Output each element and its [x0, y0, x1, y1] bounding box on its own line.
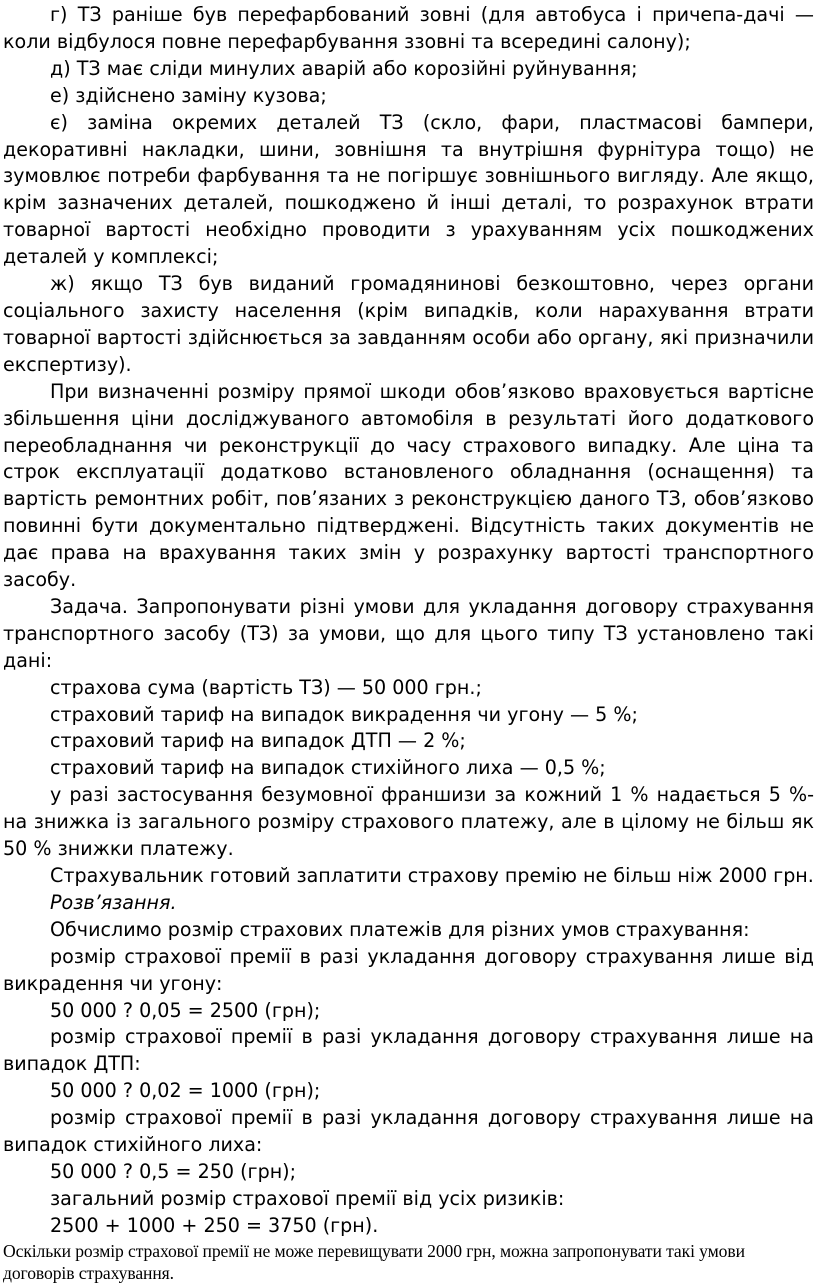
given-theft-tariff: страховий тариф на випадок викрадення чи угону — 5 %; [50, 702, 638, 726]
given-sum-insured: страхова сума (вартість ТЗ) — 50 000 грн.; [50, 675, 482, 699]
disaster-premium-formula: 50 000 ? 0,5 = 250 (грн); [50, 1159, 297, 1183]
given-franchise-discount: у разі застосування безумовної франшизи за кожний 1 % надається 5 %-на знижка із загального розміру страхового платежу, але в цілому не більш як 50 % знижки платежу. [3, 783, 814, 861]
list-item-d: д) ТЗ має сліди минулих аварій або корозійні руйнування; [50, 56, 638, 80]
solution-intro: Обчислимо розмір страхових платежів для різних умов страхування: [50, 917, 750, 941]
list-item-e: е) здійснено заміну кузова; [50, 83, 327, 107]
solution-heading: Розв’язання. [50, 890, 177, 914]
theft-premium-label: розмір страхової премії в разі укладання договору страхування лише від викрадення чи угону: [3, 944, 814, 995]
theft-premium-formula: 50 000 ? 0,05 = 2500 (грн); [50, 998, 321, 1022]
list-item-ye: є) заміна окремих деталей ТЗ (скло, фари, пластмасові бампери, декоративні накладки, шини, зовнішня та внутрішня фурнітура тощо) не зумовлює потреби фарбування та не погіршує зовнішнього вигляду. Але якщо, крім зазначених деталей, пошкоджено й інші деталі, то розрахунок втрати товарної вартості необхідно проводити з урахуванням усіх пошкоджених деталей у комплексі; [3, 110, 814, 269]
task-paragraph: Задача. Запропонувати різні умови для укладання договору страхування транспортного засобу (ТЗ) за умови, що для цього типу ТЗ установлено такі дані: [3, 594, 814, 672]
disaster-premium-label: розмір страхової премії в разі укладання договору страхування лише на випадок стихійного лиха: [3, 1106, 814, 1157]
list-item-g: г) ТЗ раніше був перефарбований зовні (для автобуса і причепа-дачі — коли відбулося повне перефарбування ззовні та всередині салону); [3, 3, 814, 53]
total-premium-label: загальний розмір страхової премії від усіх ризиків: [50, 1186, 565, 1210]
accident-premium-label: розмір страхової премії в разі укладання договору страхування лише на випадок ДТП: [3, 1025, 814, 1076]
given-accident-tariff: страховий тариф на випадок ДТП — 2 %; [50, 729, 466, 753]
direct-damage-paragraph: При визначенні розміру прямої шкоди обов’язково враховується вартісне збільшення ціни досліджуваного автомобіля в результаті його додаткового переобладнання чи реконструкції до часу страхового випадку. Але ціна та строк експлуатації додатково встановленого обладнання (оснащення) та вартість ремонтних робіт, пов’язаних з реконструкцією даного ТЗ, обов’язково повинні бути документально підтверджені. Відсутність таких документів не дає права на врахування таких змін у розрахунку вартості транспортного засобу. [3, 379, 814, 592]
given-disaster-tariff: страховий тариф на випадок стихійного лиха — 0,5 %; [50, 756, 606, 780]
accident-premium-formula: 50 000 ? 0,02 = 1000 (грн); [50, 1079, 321, 1103]
total-premium-formula: 2500 + 1000 + 250 = 3750 (грн). [50, 1213, 379, 1237]
list-item-zh: ж) якщо ТЗ був виданий громадянинові безкоштовно, через органи соціального захисту населення (крім випадків, коли нарахування втрати товарної вартості здійснюється за завданням особи або органу, які призначили експертизу). [3, 272, 814, 376]
given-max-premium: Страхувальник готовий заплатити страхову премію не більш ніж 2000 грн. [50, 864, 814, 887]
conclusion-paragraph: Оскільки розмір страхової премії не може перевищувати 2000 грн, можна запропонувати такі умови договорів страхування. [3, 1240, 745, 1283]
